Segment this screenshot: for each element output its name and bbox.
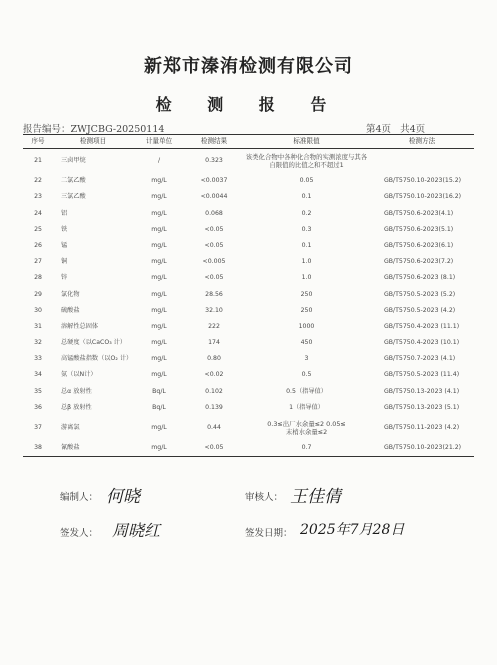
row-unit: mg/L [151, 423, 167, 431]
reviewer-signature: 王佳倩 [290, 487, 341, 507]
row-item: 三氯乙酸 [61, 193, 86, 201]
row-no: 37 [34, 423, 42, 431]
row-no: 32 [34, 339, 42, 347]
row-unit: Bq/L [152, 403, 166, 411]
row-method: GB/T5750.11-2023 (4.2) [384, 423, 460, 431]
row-result: 32.10 [205, 306, 223, 314]
row-limit: 该类化合物中各种化合物的实测浓度与其各自限值的比值之和不超过1 [245, 153, 368, 169]
row-method: GB/T5750.10-2023(16.2) [384, 193, 462, 201]
table-row [23, 400, 474, 416]
row-unit: mg/L [151, 241, 167, 249]
row-method: GB/T5750.10-2023(21.2) [384, 444, 462, 452]
row-unit: mg/L [151, 306, 167, 314]
row-method: GB/T5750.5-2023 (4.2) [384, 306, 456, 314]
row-result: 222 [208, 322, 220, 330]
page-indicator: 第4页 共4页 [366, 124, 426, 135]
table-row [23, 254, 474, 270]
report-number: 报告编号：ZWJCBG-20250114 [23, 124, 165, 135]
table-row [23, 222, 474, 238]
col-header-method: 检测方法 [408, 137, 436, 146]
issue-date: 2025年7月28日 [300, 522, 405, 538]
row-unit: / [157, 157, 161, 165]
row-no: 31 [34, 322, 42, 330]
row-method: GB/T5750.5-2023 (5.2) [384, 290, 456, 298]
row-unit: mg/L [151, 177, 167, 185]
table-row [23, 173, 474, 189]
row-item: 总硬度（以CaCO₃ 计） [61, 339, 127, 347]
row-no: 33 [34, 355, 42, 363]
compiler-signature: 何晓 [106, 487, 140, 507]
table-row [23, 205, 474, 221]
row-result: <0.005 [202, 258, 226, 266]
row-method: GB/T5750.7-2023 (4.1) [384, 355, 456, 363]
row-unit: mg/L [151, 371, 167, 379]
row-result: 174 [208, 339, 220, 347]
row-method: GB/T5750.5-2023 (11.4) [384, 371, 460, 379]
row-no: 21 [34, 157, 42, 165]
row-method: GB/T5750.4-2023 (10.1) [384, 339, 460, 347]
row-item: 锰 [61, 241, 68, 249]
row-result: <0.0044 [200, 193, 228, 201]
row-item: 硫酸盐 [61, 306, 80, 314]
row-limit: 250 [300, 306, 313, 314]
row-result: <0.05 [204, 444, 224, 452]
row-item: 溶解性总固体 [61, 322, 99, 330]
row-no: 30 [34, 306, 42, 314]
row-limit: 0.2 [301, 209, 312, 217]
row-method: GB/T5750.6-2023 (8.1) [384, 274, 456, 282]
row-result: 0.102 [205, 387, 223, 395]
row-item: 铜 [61, 258, 68, 266]
row-unit: Bq/L [152, 387, 166, 395]
table-row [23, 286, 474, 302]
row-limit: 0.1 [301, 193, 312, 201]
row-limit: 0.3 [301, 225, 312, 233]
row-method: GB/T5750.10-2023(15.2) [384, 177, 462, 185]
row-no: 27 [34, 258, 42, 266]
row-result: 0.323 [205, 157, 223, 165]
row-no: 38 [34, 444, 42, 452]
row-method: GB/T5750.6-2023(5.1) [384, 225, 454, 233]
reviewer-label: 审核人： [245, 492, 284, 503]
row-no: 25 [34, 225, 42, 233]
row-result: <0.05 [204, 274, 224, 282]
issuer-label: 签发人： [60, 528, 99, 539]
row-no: 28 [34, 274, 42, 282]
row-no: 24 [34, 209, 42, 217]
table-row [23, 335, 474, 351]
row-result: <0.0037 [200, 177, 228, 185]
row-result: <0.05 [204, 225, 224, 233]
compiler-label: 编制人： [60, 492, 99, 503]
col-header-item: 检测项目 [79, 137, 107, 146]
row-unit: mg/L [151, 225, 167, 233]
row-limit: 1.0 [301, 274, 312, 282]
row-limit: 1（指导值） [289, 403, 324, 411]
row-method: GB/T5750.6-2023(4.1) [384, 209, 454, 217]
row-unit: mg/L [151, 444, 167, 452]
table-row [23, 367, 474, 383]
row-unit: mg/L [151, 258, 167, 266]
row-no: 34 [34, 371, 42, 379]
table-row [23, 351, 474, 367]
row-item: 铝 [61, 209, 68, 217]
row-unit: mg/L [151, 322, 167, 330]
row-result: 0.068 [205, 209, 223, 217]
row-result: <0.05 [204, 241, 224, 249]
row-method: GB/T5750.13-2023 (5.1) [384, 403, 460, 411]
row-method: GB/T5750.6-2023(7.2) [384, 258, 454, 266]
row-limit: 0.1 [301, 241, 312, 249]
row-unit: mg/L [151, 290, 167, 298]
row-limit: 1000 [298, 322, 315, 330]
row-result: 0.44 [207, 423, 221, 431]
row-limit: 1.0 [301, 258, 312, 266]
row-unit: mg/L [151, 209, 167, 217]
row-item: 铁 [61, 225, 68, 233]
row-no: 26 [34, 241, 42, 249]
issuer-signature: 周晓红 [112, 521, 161, 540]
row-method: GB/T5750.4-2023 (11.1) [384, 322, 460, 330]
row-result: 0.139 [205, 403, 223, 411]
table-row [23, 149, 474, 173]
col-header-unit: 计量单位 [145, 137, 173, 146]
table-row [23, 303, 474, 319]
row-unit: mg/L [151, 193, 167, 201]
row-limit: 450 [300, 339, 313, 347]
row-method: GB/T5750.6-2023(6.1) [384, 241, 454, 249]
row-item: 二氯乙酸 [61, 177, 86, 185]
row-item: 高锰酸盐指数（以O₂ 计） [61, 355, 133, 363]
row-limit: 0.3≤出厂水余量≤2 0.05≤末梢水余量≤2 [267, 419, 346, 436]
table-header-row [23, 135, 474, 149]
row-result: <0.02 [204, 371, 224, 379]
row-no: 22 [34, 177, 42, 185]
table-row [23, 189, 474, 205]
row-unit: mg/L [151, 339, 167, 347]
row-item: 总β 放射性 [61, 403, 92, 411]
table-row [23, 416, 474, 440]
col-header-no: 序号 [31, 137, 45, 146]
row-limit: 0.7 [301, 444, 312, 452]
row-limit: 0.05 [299, 177, 314, 185]
table-row [23, 383, 474, 399]
row-item: 锌 [61, 274, 68, 282]
row-item: 总α 放射性 [61, 387, 92, 395]
table-row [23, 319, 474, 335]
col-header-result: 检测结果 [200, 137, 228, 146]
date-label: 签发日期： [245, 528, 293, 539]
row-no: 29 [34, 290, 42, 298]
table-row [23, 238, 474, 254]
results-table [23, 134, 474, 457]
row-item: 游离氯 [61, 423, 80, 431]
row-no: 35 [34, 387, 42, 395]
row-result: 0.80 [207, 355, 221, 363]
row-item: 三卤甲烷 [61, 157, 86, 165]
company-name: 新郑市溱洧检测有限公司 [144, 56, 353, 77]
row-item: 氯化物 [61, 290, 80, 298]
row-item: 氨（以N计） [61, 371, 97, 379]
row-unit: mg/L [151, 274, 167, 282]
row-result: 28.56 [205, 290, 223, 298]
row-limit: 0.5 [301, 371, 312, 379]
row-limit: 250 [300, 290, 313, 298]
row-limit: 3 [304, 355, 309, 363]
row-no: 23 [34, 193, 42, 201]
table-row [23, 270, 474, 286]
row-item: 氰酸盐 [61, 444, 80, 452]
row-unit: mg/L [151, 355, 167, 363]
row-no: 36 [34, 403, 42, 411]
report-title: 检 测 报 告 [155, 95, 342, 114]
table-row [23, 440, 474, 457]
col-header-limit: 标准限值 [293, 137, 320, 146]
row-method: GB/T5750.13-2023 (4.1) [384, 387, 460, 395]
row-limit: 0.5（指导值） [286, 387, 327, 395]
